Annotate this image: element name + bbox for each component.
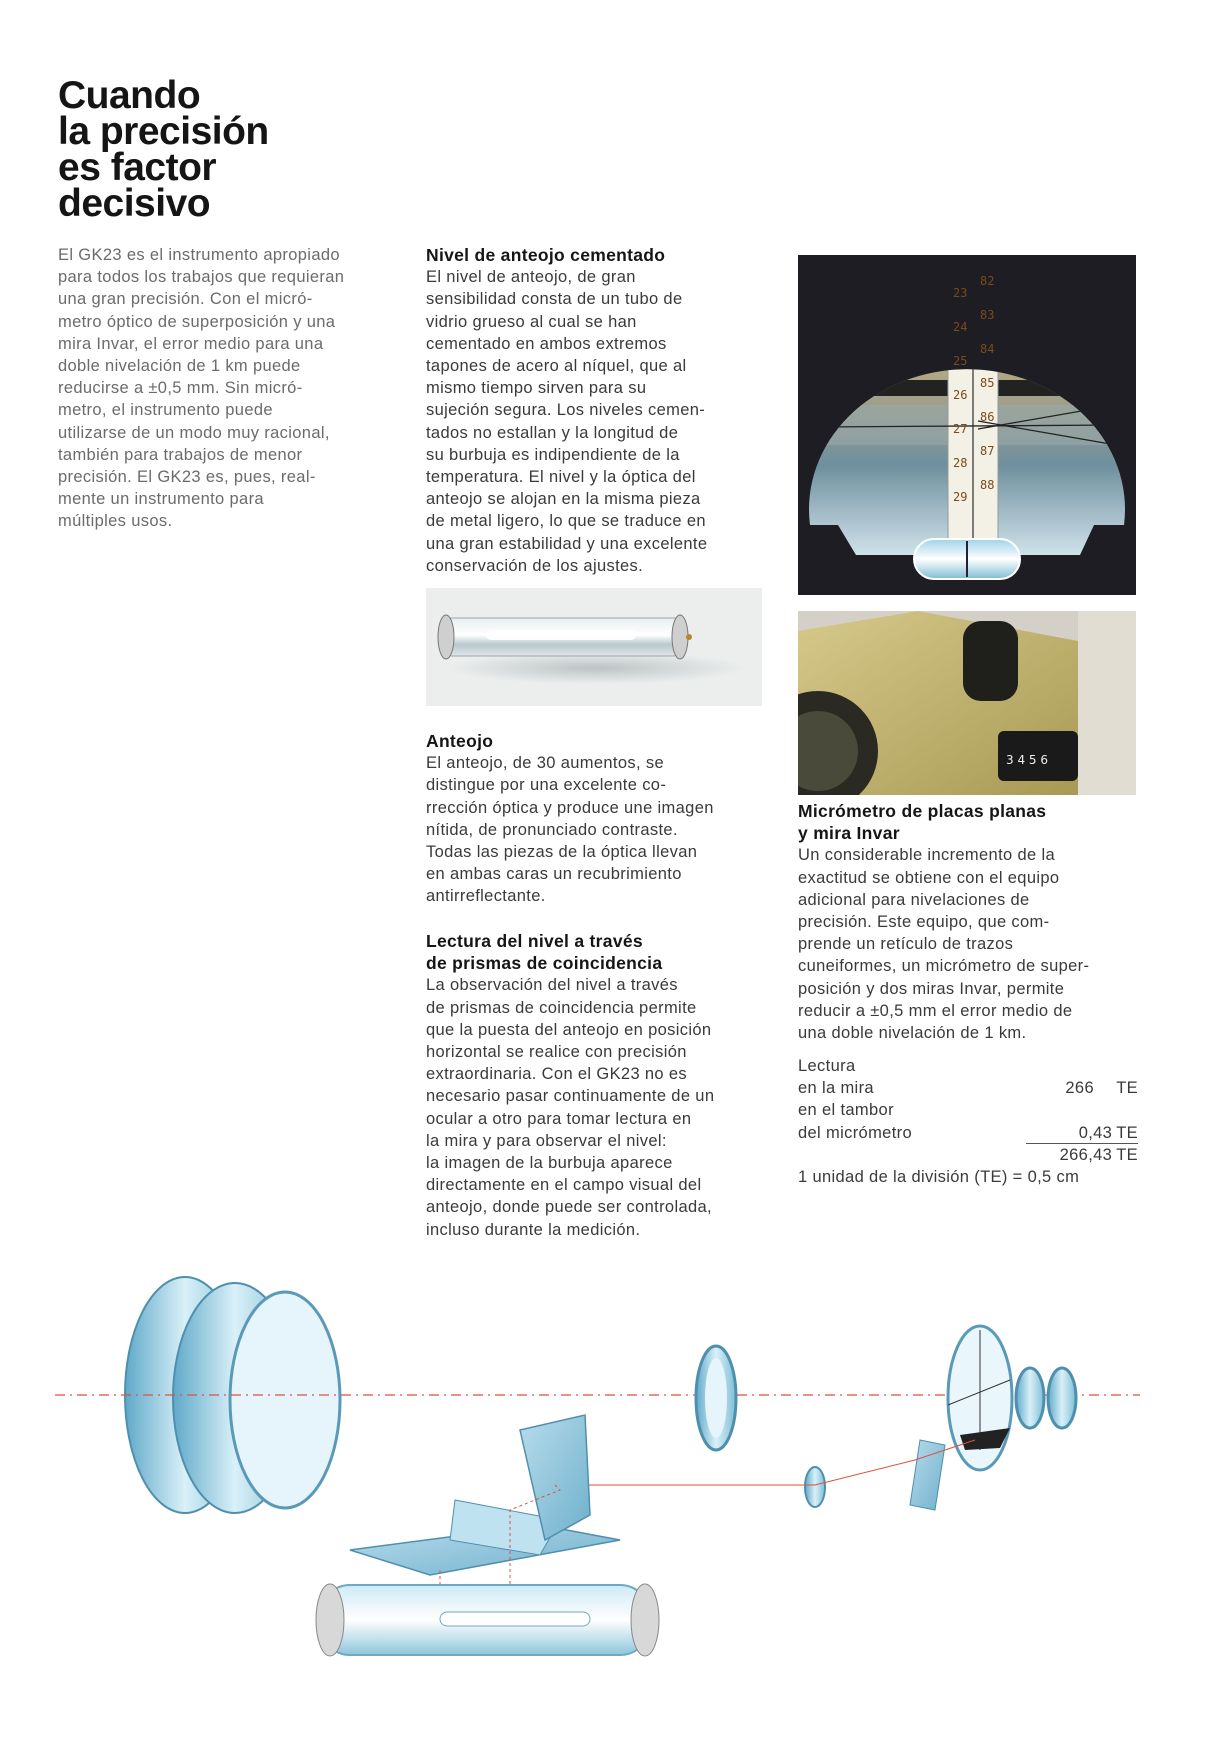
section-micrometro	[798, 800, 1158, 1044]
reading-row-unit	[1110, 1099, 1138, 1121]
staff-label-left: 25	[953, 354, 968, 368]
staff-label-right: 87	[980, 444, 995, 458]
reading-row	[798, 1144, 1138, 1166]
reading-label: Lectura	[798, 1057, 856, 1075]
title-line: Cuando	[58, 74, 201, 117]
staff-label-left: 23	[953, 286, 968, 300]
eyepiece-view	[798, 255, 1136, 595]
section-body: La observación del nivel a través de prismas de coincidencia permite que la puesta del anteojo en posición horizontal se realice con precisión extraordinaria. Con el GK23 no es necesario pasar continuamente de un ocular a otro para tomar lectura en la mira y para observar el nivel: la imagen de la burbuja aparece directamente en el campo visual del anteojo, donde puede ser controlada, incluso durante la medición.	[426, 976, 715, 1239]
reading-row	[798, 1099, 1138, 1121]
section-body: El anteojo, de 30 aumentos, se distingue por una excelente co- rrección óptica y produce une imagen nítida, de pronunciado contraste. Todas las piezas de la óptica llevan en ambas caras un recubrimiento antirreflectante.	[426, 754, 714, 906]
staff-label-left: 26	[953, 388, 968, 402]
title-line: la precisión	[58, 110, 269, 153]
reading-row-value	[1026, 1099, 1094, 1121]
knob-digits: 3 4 5 6	[1006, 753, 1048, 767]
reading-row-unit: TE	[1116, 1123, 1138, 1142]
reading-row-label	[798, 1144, 1026, 1166]
reading-row-label: en la mira	[798, 1079, 874, 1098]
staff-label-right: 85	[980, 376, 995, 390]
section-heading: Nivel de anteojo cementado	[426, 245, 666, 265]
reading-row-value: 266	[1065, 1079, 1094, 1098]
vial-photo	[426, 588, 762, 706]
page-title	[58, 74, 378, 225]
staff-label-right: 83	[980, 308, 995, 322]
optics-illustration	[0, 1250, 1232, 1690]
title-line: decisivo	[58, 182, 211, 225]
staff-label-left: 27	[953, 422, 968, 436]
reading-table	[798, 1055, 1138, 1188]
reading-row	[798, 1122, 1138, 1144]
staff-label-right: 86	[980, 410, 995, 424]
reading-row-unit: TE	[1116, 1145, 1138, 1164]
section-lectura	[426, 930, 786, 1241]
optics-diagram	[0, 1250, 1232, 1690]
instrument-photo	[798, 611, 1136, 795]
staff-label-left: 24	[953, 320, 968, 334]
reading-row-label: del micrómetro	[798, 1123, 913, 1142]
staff-label-right: 82	[980, 274, 995, 288]
staff-label-right: 84	[980, 342, 995, 356]
reading-row-unit: TE	[1116, 1079, 1138, 1098]
reading-row-value: 266,43	[1059, 1145, 1113, 1164]
staff-label-right: 88	[980, 478, 995, 492]
staff-label-left: 28	[953, 456, 968, 470]
section-heading: Micrómetro de placas planas y mira Invar	[798, 801, 1047, 844]
reading-row	[798, 1077, 1138, 1099]
section-heading: Lectura del nivel a través de prismas de coincidencia	[426, 931, 663, 974]
reading-footnote: 1 unidad de la división (TE) = 0,5 cm	[798, 1167, 1080, 1186]
section-anteojo	[426, 730, 786, 908]
eyepiece-illustration	[798, 255, 1136, 595]
section-heading: Anteojo	[426, 731, 494, 751]
staff-label-left: 29	[953, 490, 968, 504]
section-nivel	[426, 244, 786, 577]
section-body: El nivel de anteojo, de gran sensibilidad consta de un tubo de vidrio grueso al cual se han cementado en ambos extremos tapones de acero al níquel, que al mismo tiempo sirven para su sujeción segura. Los niveles cemen- tados no estallan y la longitud de su burbuja es indipendiente de la temperatura. El nivel y la óptica del anteojo se alojan en la misma pieza de metal ligero, lo que se traduce en una gran estabilidad y una excelente conservación de los ajustes.	[426, 268, 708, 575]
vial-illustration	[426, 588, 762, 706]
instrument-illustration	[798, 611, 1136, 795]
title-line: es factor	[58, 146, 217, 189]
reading-row-value: 0,43	[1078, 1123, 1113, 1142]
reading-row-label: en el tambor	[798, 1101, 894, 1120]
section-body: Un considerable incremento de la exactitud se obtiene con el equipo adicional para nivelaciones de precisión. Este equipo, que com- prende un retículo de trazos cuneiformes, un micrómetro de super- posición y dos miras Invar, permite reducir a ±0,5 mm el error medio de una doble nivelación de 1 km.	[798, 846, 1090, 1043]
intro-paragraph: El GK23 es el instrumento apropiado para todos los trabajos que requieran una gran precisión. Con el micró- metro óptico de superposición y una mira Invar, el error medio para una doble nivelación de 1 km puede reducirse a ±0,5 mm. Sin micró- metro, el instrumento puede utilizarse de un modo muy racional, también para trabajos de menor precisión. El GK23 es, pues, real- mente un instrumento para múltiples usos.	[58, 246, 345, 531]
